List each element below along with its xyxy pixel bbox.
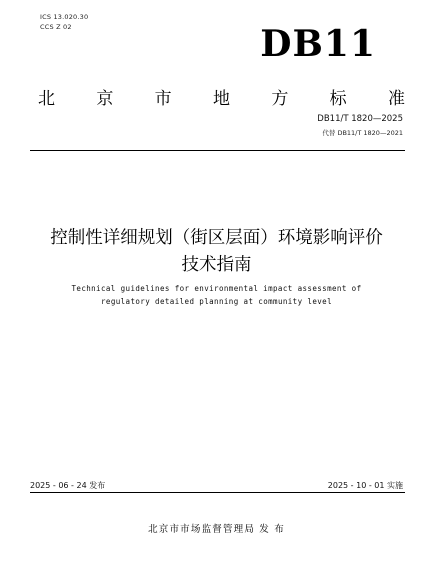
- replaces-standard: 代替 DB11/T 1820—2021: [322, 129, 403, 137]
- english-title-line-1: Technical guidelines for environmental impact assessment of: [71, 284, 362, 293]
- standard-number: DB11/T 1820—2025: [317, 114, 403, 124]
- effective-date: 2025 - 10 - 01 实施: [327, 481, 403, 490]
- standard-code-title: DB11: [260, 23, 376, 65]
- standard-type-char: 市: [154, 89, 172, 109]
- ics-code: ICS 13.020.30: [40, 13, 89, 21]
- standard-type-char: 准: [387, 89, 405, 109]
- standard-type-char: 京: [96, 89, 114, 109]
- standard-type-char: 标: [329, 89, 347, 109]
- chinese-title-line-2: 技术指南: [181, 255, 252, 275]
- chinese-title-line-1: 控制性详细规划（街区层面）环境影响评价: [50, 228, 383, 248]
- issuing-authority: 北京市市场监督管理局 发 布: [148, 524, 285, 535]
- standard-type-char: 方: [271, 89, 289, 109]
- top-divider: [30, 150, 405, 151]
- standard-type-char: 北: [38, 89, 55, 109]
- standard-type: [38, 91, 405, 108]
- standard-type-char: 地: [212, 89, 230, 109]
- english-title-line-2: regulatory detailed planning at community level: [100, 297, 333, 306]
- publish-date: 2025 - 06 - 24 发布: [30, 481, 106, 490]
- ccs-code: CCS Z 02: [40, 23, 72, 31]
- bottom-divider: [30, 492, 405, 493]
